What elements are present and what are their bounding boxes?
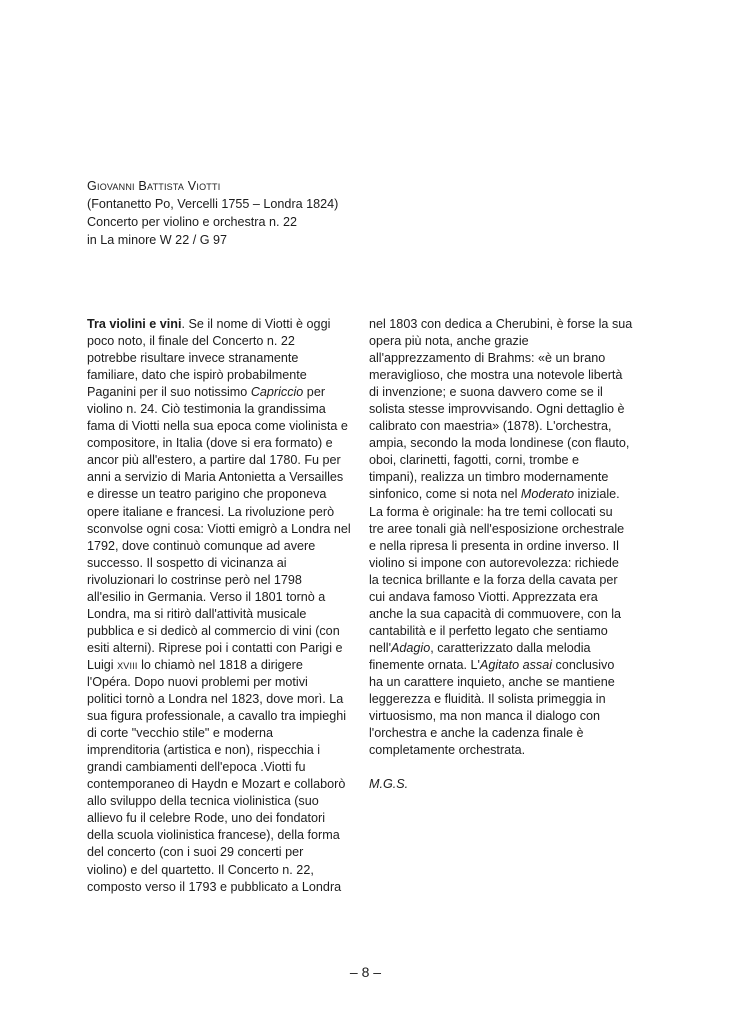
text-line: ampia, secondo la moda londinese (con flauto, [369,436,630,451]
text-line: oboi, clarinetti, fagotti, corni, trombe e [369,453,579,468]
text-line: solista stesse improvvisando. Ogni dettaglio è [369,402,625,417]
text-line: violino n. 24. Ciò testimonia la grandissima [87,402,326,417]
text-line: ancor più all'estero, a partire dal 1780. Fu per [87,453,341,468]
program-note-left-column [87,316,359,896]
text-line: del concerto (con i suoi 29 concerti per [87,845,304,860]
roman-numeral: xviii [117,657,138,672]
text-line: opera più nota, anche grazie [369,334,529,349]
text-line: poco noto, il finale del Concerto n. 22 [87,334,295,349]
text-line: composto verso il 1793 e pubblicato a Londra [87,879,342,894]
text-line: di invenzione; e suona davvero come se il [369,385,603,400]
text-line: Tra violini e vini. Se il nome di Viotti è oggi [87,317,331,331]
movement-agitato-assai: Agitato assai [479,657,553,672]
text-line: all'esilio in Germania. Verso il 1801 tornò a [87,589,326,604]
text-line: violino si impone con autorevolezza: richiede [369,555,619,570]
text-line: nel 1803 con dedica a Cherubini, è forse la sua [369,317,633,331]
text-line: allo sviluppo della tecnica violinistica (suo [87,794,319,809]
text-line: politici tornò a Londra nel 1823, dove morì. La [87,692,344,707]
text-line: timpani), realizza un timbro modernamente [369,470,609,485]
text-line: imprenditoria (artistica e non), rispecchia i [87,743,321,758]
text-line: e diresse un teatro parigino che proponeva [87,487,327,502]
text-line: l'Opéra. Dopo nuovi problemi per motivi [87,674,308,689]
work-heading [87,178,338,250]
text-line: della scuola violinistica francese), della forma [87,828,340,843]
movement-adagio: Adagio [391,640,431,655]
text-line: e nella ripresa li presenta in ordine inverso. Il [369,538,619,553]
text-line: ha un carattere inquieto, anche se mantiene [369,674,615,689]
text-line: virtuosismo, ma non manca il dialogo con [369,709,600,724]
text-line: la tecnica brillante e la forza della cavata per [369,572,618,587]
text-line: cantabilità e il perfetto legato che sentiamo [369,623,608,638]
author-signature: M.G.S. [369,777,409,792]
composer-life-dates: (Fontanetto Po, Vercelli 1755 – Londra 1824) [87,196,339,211]
text-line: nell'Adagio, caratterizzato dalla melodia [369,640,591,655]
text-line: finemente ornata. L'Agitato assai conclusivo [369,657,615,672]
text-line: 1792, dove continuò comunque ad avere [87,538,316,553]
work-title: Concerto per violino e orchestra n. 22 [87,214,298,229]
text-line: familiare, dato che ispirò probabilmente [87,368,307,383]
lead-title: Tra violini e vini [87,317,182,331]
text-line: Paganini per il suo notissimo Capriccio per [87,385,326,400]
text-line: contemporaneo di Haydn e Mozart e collaborò [87,777,346,792]
text-line: anche la sua capacità di commuovere, con la [369,606,622,621]
text-line: grandi cambiamenti dell'epoca .Viotti fu [87,760,306,775]
text-line: allievo fu il celebre Rode, uno dei fondatori [87,811,326,826]
text-line: cui andava famoso Viotti. Apprezzata era [369,589,598,604]
text-line: compositore, in Italia (dove si era formato) e [87,436,333,451]
text-line: completamente orchestrata. [369,743,526,758]
text-line: violino) e del quartetto. Il Concerto n. 22, [87,862,314,877]
text-line: leggerezza e fluidità. Il solista primeggia in [369,692,606,707]
text-line: sua figura professionale, a cavallo tra impieghi [87,709,347,724]
text-line: anni a servizio di Maria Antonietta a Versailles [87,470,344,485]
text-line: di corte "vecchio stile" e moderna [87,726,274,741]
text-line: calibrato con maestria» (1878). L'orchestra, [369,419,612,434]
text-line: Luigi xviii lo chiamò nel 1818 a dirigere [87,657,303,672]
text-line: rivoluzionari lo costrinse però nel 1798 [87,572,302,587]
composer-name: Giovanni Battista Viotti [87,179,221,193]
movement-moderato: Moderato [520,487,575,502]
work-reference-capriccio: Capriccio [250,385,304,400]
text-line: La forma è originale: ha tre temi collocati su [369,504,613,519]
work-key-catalog: in La minore W 22 / G 97 [87,232,227,247]
text-line: sinfonico, come si nota nel Moderato iniziale. [369,487,620,502]
text-line: potrebbe risultare invece stranamente [87,351,299,366]
text-line: fama di Viotti nella sua epoca come violinista e [87,419,348,434]
program-note-right-column [369,316,641,793]
text-line: tre aree tonali già nell'esposizione orchestrale [369,521,625,536]
text-line: pubblica e si dedicò al commercio di vini (con [87,623,340,638]
text-line: Londra, ma si ritirò dall'attività musicale [87,606,307,621]
text-line: l'orchestra e anche la cadenza finale è [369,726,584,741]
text-line: esiti alterni). Riprese poi i contatti con Parigi e [87,640,343,655]
text-line: opere italiane e francesi. La rivoluzione però [87,504,335,519]
text-line: all'apprezzamento di Brahms: «è un brano [369,351,606,366]
text-line: sconvolse ogni cosa: Viotti emigrò a Londra nel [87,521,351,536]
text-line: meraviglioso, che mostra una notevole libertà [369,368,623,383]
text-line: successo. Il sospetto di vicinanza ai [87,555,287,570]
page-number: – 8 – [349,964,382,980]
